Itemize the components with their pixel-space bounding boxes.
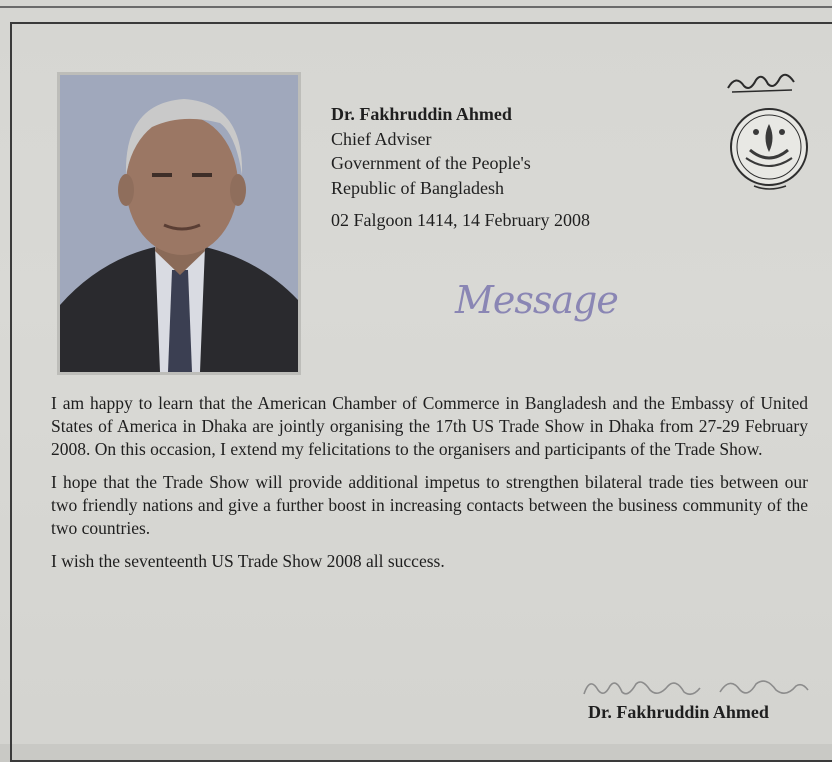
body-paragraph: I wish the seventeenth US Trade Show 2008 all success. [51, 551, 445, 571]
message-heading: Message [455, 278, 618, 322]
body-paragraph: I am happy to learn that the American Chamber of Commerce in Bangladesh and the Embassy of United States of America in Dhaka are jointly organising the 17th US Trade Show in Dhaka from 27-29 February 2008. On this occasion, I extend my felicitations to the organisers and participants of the Trade Show. [51, 393, 808, 459]
sender-name: Dr. Fakhruddin Ahmed [331, 104, 512, 124]
sender-block [331, 102, 590, 233]
handwritten-signature [580, 670, 810, 704]
portrait-photo [57, 72, 301, 375]
government-seal-icon [726, 104, 812, 194]
sender-org-line2: Republic of Bangladesh [331, 177, 504, 198]
sender-title: Chief Adviser [331, 128, 432, 149]
signatory-name: Dr. Fakhruddin Ahmed [588, 702, 769, 722]
message-date: 02 Falgoon 1414, 14 February 2008 [331, 210, 590, 230]
body-paragraph: I hope that the Trade Show will provide additional impetus to strengthen bilateral trade ties between our two friendly nations and give a further boost in increasing contacts between the business community of the two countries. [51, 472, 808, 538]
message-body [51, 392, 808, 583]
bismillah-calligraphy [722, 66, 800, 96]
top-rule [0, 6, 832, 8]
sender-org-line1: Government of the People's [331, 153, 531, 173]
